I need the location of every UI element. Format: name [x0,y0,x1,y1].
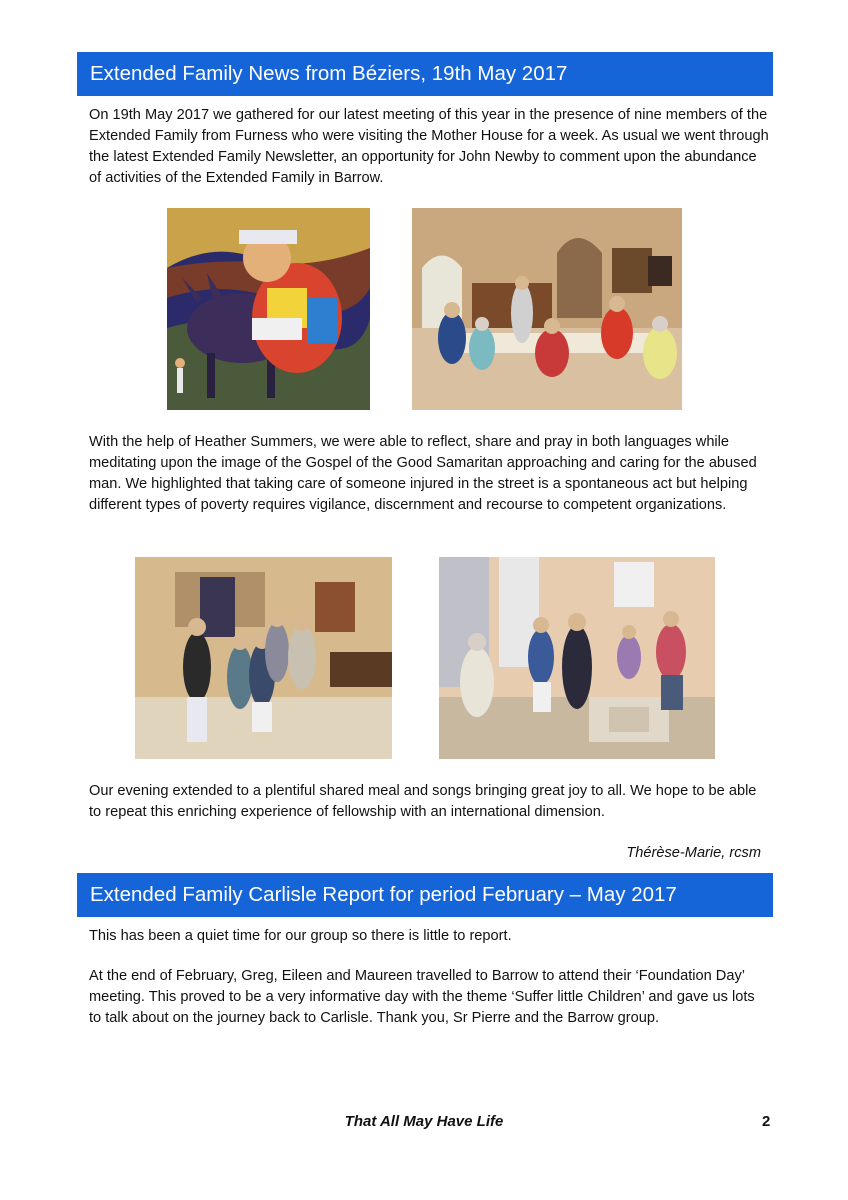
author-signature: Thérèse-Marie, rcsm [626,845,761,861]
meeting-hall-photo [412,208,682,410]
page-number: 2 [762,1113,771,1130]
reflection-paragraph: With the help of Heather Summers, we were able to reflect, share and pray in both languages while meditating upon the image of the Gospel of the Good Samaritan approaching and caring for the abused man. We highlighted that taking care of someone injured in the street is a spontaneous act but helping different types of poverty requires vigilance, discernment and recourse to competent organizations. [89,434,757,513]
intro-paragraph: On 19th May 2017 we gathered for our latest meeting of this year in the presence of nine members of the Extended Family from Furness who were visiting the Mother House for a week. As usual we went through the latest Extended Family Newsletter, an opportunity for John Newby to comment upon the abundance of activities of the Extended Family in Barrow. [89,107,769,186]
closing-paragraph: Our evening extended to a plentiful shared meal and songs bringing great joy to all. We hope to be able to repeat this enriching experience of fellowship with an international dimension. [89,783,757,820]
group-standing-photo [135,557,392,759]
courtyard-activity-photo [439,557,715,759]
carlisle-intro-paragraph: This has been a quiet time for our group so there is little to report. [89,928,512,944]
carlisle-report-paragraph: At the end of February, Greg, Eileen and Maureen travelled to Barrow to attend their ‘Foundation Day’ meeting. This proved to be a very informative day with the theme ‘Suffer little Children’ and gave us lots to talk about on the journey back to Carlisle. Thank you, Sr Pierre and the Barrow group. [89,968,755,1026]
footer-title: That All May Have Life [344,1113,504,1130]
good-samaritan-painting [167,208,370,410]
section-heading-beziers: Extended Family News from Béziers, 19th May 2017 [77,52,773,96]
section-heading-carlisle: Extended Family Carlisle Report for period February – May 2017 [77,873,773,917]
